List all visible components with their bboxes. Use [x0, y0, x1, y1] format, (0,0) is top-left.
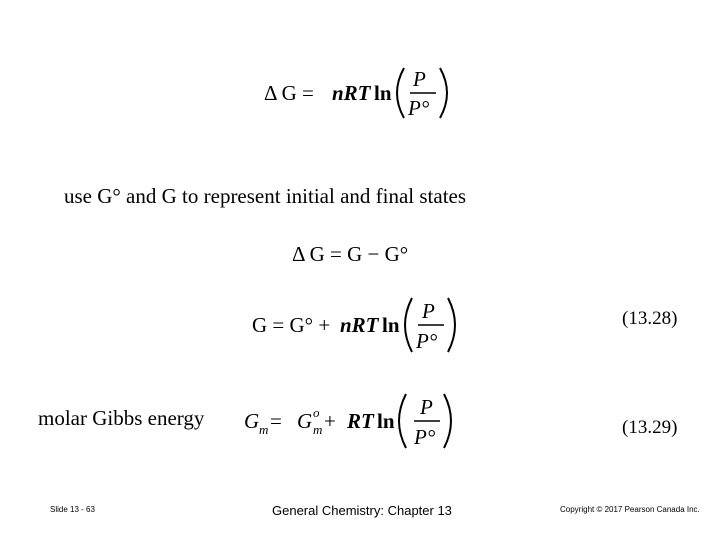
eq1-numerator: P — [413, 67, 426, 91]
eq3-coef: nRT — [340, 313, 379, 337]
states-note: use G° and G to represent initial and final states — [64, 184, 467, 208]
eq3-left-paren — [405, 298, 412, 352]
footer-chapter-title: General Chemistry: Chapter 13 — [272, 503, 452, 518]
eq4-right-paren — [444, 394, 451, 448]
eq4-numerator: P — [420, 395, 433, 419]
footer-copyright: Copyright © 2017 Pearson Canada Inc. — [560, 505, 700, 514]
eq4-g2-subscript: m — [313, 422, 323, 437]
eq4-denominator: P° — [414, 425, 436, 449]
eq4-coef: RT — [347, 409, 374, 433]
eq1-coef: nRT — [332, 81, 371, 105]
equation-13-28 — [250, 292, 465, 354]
eq1-ln: ln — [374, 81, 392, 105]
equation-delta-g-difference — [290, 238, 430, 268]
eq4-ln: ln — [377, 409, 395, 433]
equation-number-13-29: (13.29) — [622, 417, 678, 438]
molar-gibbs-label: molar Gibbs energy — [38, 406, 205, 430]
eq3-lhs: G = G° + — [252, 313, 331, 337]
footer-slide-number: Slide 13 - 63 — [50, 505, 95, 514]
eq1-denominator: P° — [408, 96, 430, 120]
eq4-plus: + — [324, 409, 336, 433]
eq4-left-paren — [399, 394, 406, 448]
eq4-superscript: o — [313, 405, 320, 420]
eq3-numerator: P — [422, 299, 435, 323]
eq3-ln: ln — [382, 313, 400, 337]
eq4-g2: G — [297, 409, 313, 433]
eq4-equals: = — [270, 409, 282, 433]
eq3-denominator: P° — [416, 329, 438, 353]
equation-13-29 — [242, 390, 462, 452]
eq1-lhs: Δ G = — [264, 81, 314, 105]
eq1-right-paren — [440, 68, 447, 118]
eq3-right-paren — [448, 298, 455, 352]
equation-delta-g — [262, 62, 452, 124]
eq1-left-paren — [397, 68, 404, 118]
eq4-g: G — [244, 409, 260, 433]
eq2-text: Δ G = G − G° — [292, 242, 409, 266]
equation-number-13-28: (13.28) — [622, 308, 678, 329]
eq4-g-subscript: m — [259, 422, 269, 437]
